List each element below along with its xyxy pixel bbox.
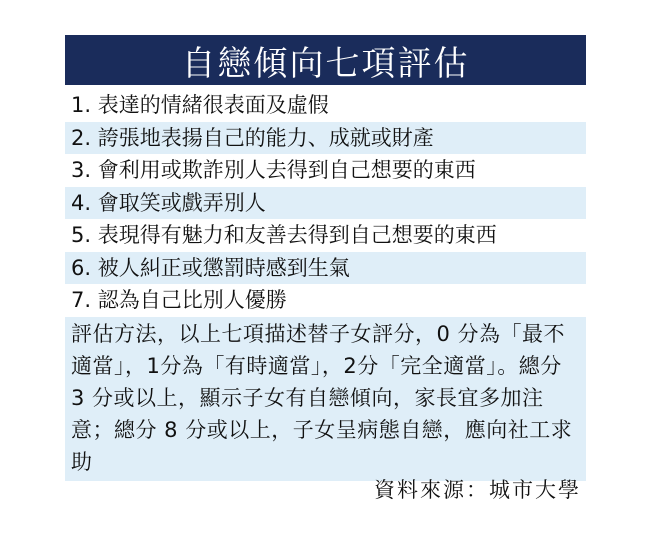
- list-item: 7. 認為自己比別人優勝: [71, 288, 287, 312]
- list-item: 1. 表達的情緒很表面及虛假: [71, 93, 329, 117]
- list-item: 6. 被人糾正或懲罰時感到生氣: [65, 252, 586, 285]
- assessment-method-paragraph: 評估方法，以上七項描述替子女評分，0 分為「最不適當」，1分為「有時適當」，2分「完全適當」。總分 3 分或以上，顯示子女有自戀傾向，家長宜多加注意；總分 8 分或以上，子女呈病態自戀，應向社工求助: [65, 317, 586, 481]
- source-credit: 資料來源：城市大學: [374, 478, 581, 502]
- assessment-items-list: [65, 89, 586, 317]
- list-item: 5. 表現得有魅力和友善去得到自己想要的東西: [71, 223, 497, 247]
- page-title: 自戀傾向七項評估: [65, 35, 586, 85]
- assessment-card: [65, 35, 586, 481]
- list-item: 4. 會取笑或戲弄別人: [65, 187, 586, 220]
- list-item: 2. 誇張地表揚自己的能力、成就或財產: [65, 122, 586, 155]
- list-item: 3. 會利用或欺詐別人去得到自己想要的東西: [71, 158, 476, 182]
